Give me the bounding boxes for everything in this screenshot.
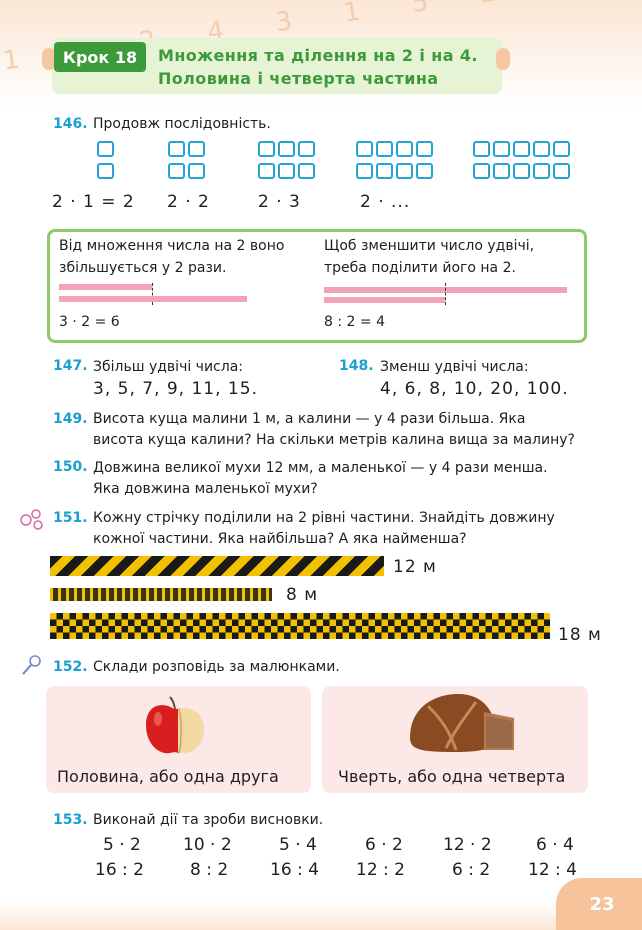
grid-cell	[97, 163, 114, 179]
short-bar	[59, 284, 152, 290]
expression: 12 : 2	[356, 860, 405, 880]
exercise-150-line-2: Яка довжина маленької мухи?	[93, 481, 318, 497]
exercise-147-text: Збільш удвічі числа:	[93, 359, 243, 375]
expression: 6 : 2	[452, 860, 491, 880]
ribbon-8m-pattern	[50, 588, 272, 601]
exercise-148-number: 148.	[339, 358, 374, 374]
rule-right-formula: 8 : 2 = 4	[324, 314, 385, 330]
ribbon-label-12m: 12 м	[393, 557, 437, 577]
exercise-153-text: Виконай дії та зроби висновки.	[93, 812, 324, 828]
grid-cell	[298, 163, 315, 179]
grid-cell	[553, 141, 570, 157]
sequence-expression-4: 2 · ...	[360, 192, 411, 212]
bar-divider	[445, 283, 446, 305]
microphone-icon	[20, 655, 42, 677]
expression: 8 : 2	[190, 860, 229, 880]
expression: 16 : 4	[270, 860, 319, 880]
sequence-expression-2: 2 · 2	[167, 192, 210, 212]
rule-right-text-2: треба поділити його на 2.	[324, 260, 516, 276]
rule-right-text-1: Щоб зменшити число удвічі,	[324, 238, 535, 254]
rule-left-text-2: збільшується у 2 рази.	[59, 260, 227, 276]
step-badge: Крок 18	[54, 42, 146, 72]
doubled-bar	[59, 296, 247, 302]
exercise-146-text: Продовж послідовність.	[93, 116, 271, 132]
grid-cell	[168, 163, 185, 179]
ribbon-12m	[50, 556, 384, 576]
expression: 16 : 2	[95, 860, 144, 880]
grid-cell	[533, 141, 550, 157]
expression: 5 · 2	[103, 835, 141, 855]
grid-cell	[473, 163, 490, 179]
rule-left-formula: 3 · 2 = 6	[59, 314, 120, 330]
hand-right-icon	[496, 48, 510, 70]
grid-cell	[258, 141, 275, 157]
exercise-149-number: 149.	[53, 411, 88, 427]
halved-bar	[324, 297, 445, 303]
exercise-152-number: 152.	[53, 659, 88, 675]
exercise-147-number: 147.	[53, 358, 88, 374]
expression: 6 · 2	[365, 835, 403, 855]
exercise-152-text: Склади розповідь за малюнками.	[93, 659, 340, 675]
background-digits-decoration: 1 4 3 1 5	[1, 0, 453, 77]
grid-cell	[416, 163, 433, 179]
expression: 12 : 4	[528, 860, 577, 880]
exercise-151-line-1: Кожну стрічку поділили на 2 рівні частини. Знайдіть довжину	[93, 510, 555, 526]
grid-cell	[493, 141, 510, 157]
grid-cell	[258, 163, 275, 179]
grid-cell	[513, 141, 530, 157]
grid-cell	[97, 141, 114, 157]
sequence-expression-1: 2 · 1 = 2	[52, 192, 135, 212]
exercise-149-line-2: висота куща калини? На скільки метрів калина вища за малину?	[93, 432, 575, 448]
expression: 5 · 4	[279, 835, 317, 855]
ribbon-label-8m: 8 м	[286, 585, 319, 605]
grid-cell	[473, 141, 490, 157]
group-work-icon	[18, 508, 46, 532]
grid-cell	[298, 141, 315, 157]
grid-cell	[533, 163, 550, 179]
grid-cell	[376, 141, 393, 157]
exercise-151-line-2: кожної частини. Яка найбільша? А яка найменша?	[93, 531, 467, 547]
title-line-2: Половина і четверта частина	[158, 69, 439, 88]
grid-cell	[513, 163, 530, 179]
grid-cell	[188, 141, 205, 157]
exercise-151-number: 151.	[53, 510, 88, 526]
ribbon-label-18m: 18 м	[558, 625, 602, 645]
grid-cell	[396, 163, 413, 179]
grid-cell	[416, 141, 433, 157]
grid-cell	[376, 163, 393, 179]
grid-cell	[278, 141, 295, 157]
exercise-147-values: 3, 5, 7, 9, 11, 15.	[93, 379, 258, 399]
picture-caption-half: Половина, або одна друга	[57, 767, 279, 786]
expression: 10 · 2	[183, 835, 232, 855]
sequence-expression-3: 2 · 3	[258, 192, 301, 212]
grid-cell	[356, 163, 373, 179]
grid-cell	[356, 141, 373, 157]
grid-cell	[553, 163, 570, 179]
picture-caption-quarter: Чверть, або одна четверта	[338, 767, 566, 786]
title-line-1: Множення та ділення на 2 і на 4.	[158, 46, 478, 65]
grid-cell	[278, 163, 295, 179]
rule-left-text-1: Від множення числа на 2 воно	[59, 238, 285, 254]
exercise-149-line-1: Висота куща малини 1 м, а калини — у 4 рази більша. Яка	[93, 411, 526, 427]
ribbon-18m	[50, 613, 550, 639]
exercise-148-text: Зменш удвічі числа:	[380, 359, 529, 375]
exercise-150-line-1: Довжина великої мухи 12 мм, а маленької — у 4 рази менша.	[93, 460, 548, 476]
exercise-150-number: 150.	[53, 459, 88, 475]
exercise-153-number: 153.	[53, 812, 88, 828]
exercise-146-number: 146.	[53, 116, 88, 132]
exercise-148-values: 4, 6, 8, 10, 20, 100.	[380, 379, 569, 399]
grid-cell	[396, 141, 413, 157]
grid-cell	[188, 163, 205, 179]
expression: 12 · 2	[443, 835, 492, 855]
grid-cell	[493, 163, 510, 179]
bottom-decoration	[0, 902, 642, 930]
bread-icon	[406, 692, 518, 756]
expression: 6 · 4	[536, 835, 574, 855]
page-number: 23	[556, 878, 642, 930]
page-title	[158, 44, 478, 90]
apple-icon	[142, 695, 212, 757]
grid-cell	[168, 141, 185, 157]
